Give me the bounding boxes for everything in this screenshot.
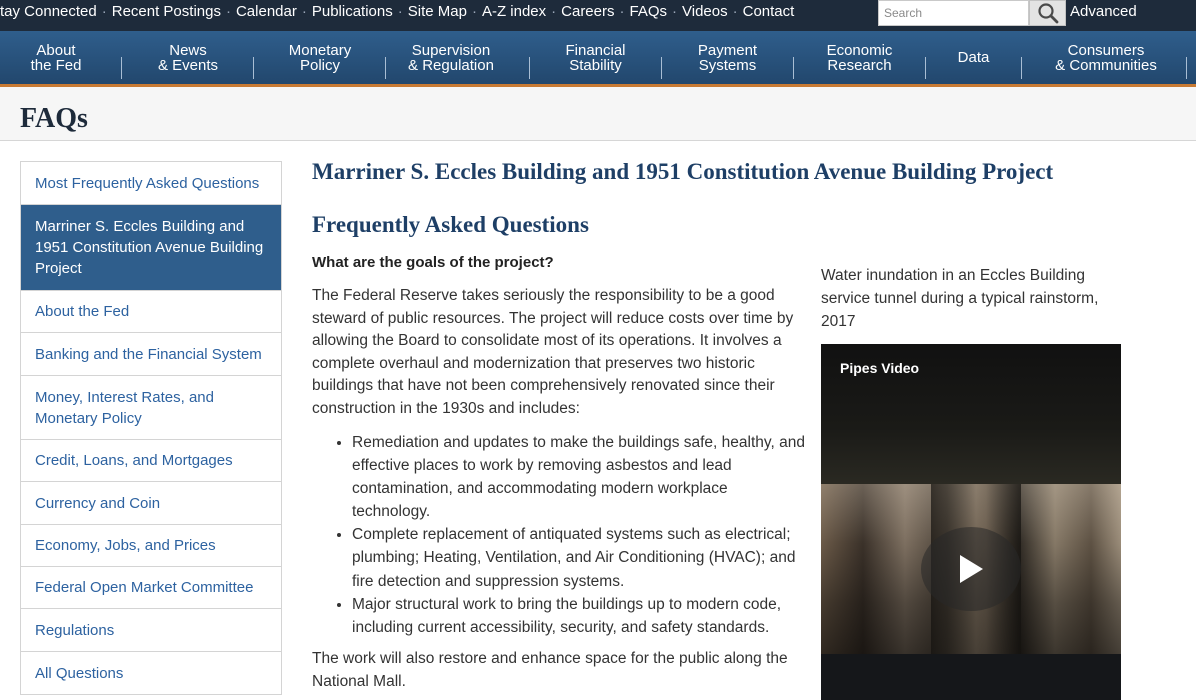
nav-label-line1: Supervision [411,41,491,59]
sidebar-item-currency-and-coin[interactable]: Currency and Coin [21,482,281,525]
nav-label-line1: Financial [565,41,626,59]
utility-link-a-z-index[interactable]: A-Z index [481,2,547,20]
nav-label-line1: About [36,41,76,59]
page-title-band [0,87,1196,141]
sidebar-item-fomc[interactable]: Federal Open Market Committee [21,567,281,609]
nav-label-line2: & Regulation [408,56,494,74]
nav-item-payment-systems[interactable] [662,31,793,84]
utility-separator: · [619,2,625,20]
sidebar-item-banking-financial-system[interactable]: Banking and the Financial System [21,333,281,376]
utility-separator: · [397,2,403,20]
nav-label-line2: Stability [569,56,622,74]
section-title: Frequently Asked Questions [312,212,589,237]
nav-label-line1: Monetary [288,41,352,59]
sidebar-item-all-questions[interactable]: All Questions [21,652,281,695]
sidebar-item-economy-jobs-prices[interactable]: Economy, Jobs, and Prices [21,525,281,567]
utility-link-careers[interactable]: Careers [561,2,615,20]
utility-link-recent-postings[interactable]: Recent Postings [111,2,221,20]
utility-bar [0,0,1196,31]
sidebar-item-about-the-fed[interactable]: About the Fed [21,291,281,333]
sidebar-item-most-frequently-asked[interactable]: Most Frequently Asked Questions [21,162,281,205]
nav-label-line1: Data [957,49,990,66]
sidebar-nav [20,161,282,695]
sidebar-item-regulations[interactable]: Regulations [21,609,281,652]
utility-separator: · [301,2,307,20]
nav-label-line2: & Communities [1055,56,1157,74]
nav-label-line1: Consumers [1067,41,1145,59]
utility-links [0,0,794,22]
play-button[interactable] [921,527,1021,611]
nav-label-line2: Systems [698,56,757,74]
utility-separator: · [672,2,678,20]
nav-label-line1: Economic [826,41,893,59]
article-paragraph: The Federal Reserve takes seriously the responsibility to be a good steward of public resources. The project will reduce costs over time by allowing the Board to consolidate most of its operations. It involves a complete overhaul and modernization that preserves two historic buildings that have not been comprehensively renovated since their construction in the 1930s and includes: [312,287,794,417]
utility-separator: · [471,2,477,20]
nav-label-line1: Payment [697,41,758,59]
nav-item-monetary-policy[interactable] [254,31,386,84]
utility-link-videos[interactable]: Videos [682,2,728,20]
video-caption: Water inundation in an Eccles Building service tunnel during a typical rainstorm, 2017 [821,267,1099,330]
video-bottom-area [821,654,1121,700]
utility-link-calendar[interactable]: Calendar [235,2,297,20]
nav-label-line2: the Fed [30,56,82,74]
utility-link-site-map[interactable]: Site Map [407,2,467,20]
sidebar-item-credit-loans-mortgages[interactable]: Credit, Loans, and Mortgages [21,440,281,482]
nav-item-financial-stability[interactable] [530,31,661,84]
nav-item-economic-research[interactable] [794,31,925,84]
main-nav [0,31,1196,84]
advanced-search-link[interactable]: Advanced [1070,3,1137,20]
nav-label-line2: Policy [299,56,340,74]
article-paragraph: The work will also restore and enhance space for the public along the National Mall. [312,650,788,690]
sidebar-item-money-interest-rates[interactable]: Money, Interest Rates, and Monetary Policy [21,376,281,440]
utility-link-stay-connected[interactable]: tay Connected [0,2,97,20]
nav-item-data[interactable] [926,31,1021,84]
nav-label-line1: News [169,41,207,59]
utility-link-publications[interactable]: Publications [311,2,393,20]
goals-list [332,431,810,639]
utility-separator: · [101,2,107,20]
nav-label-line2: & Events [157,56,219,74]
list-item: • Remediation and updates to make the buildings safe, healthy, and effective places to work by removing asbestos and lead contamination, and accommodating modern workplace technology. [352,431,810,523]
nav-item-news-events[interactable] [122,31,254,84]
nav-item-about-the-fed[interactable] [0,31,112,84]
utility-link-faqs[interactable]: FAQs [629,2,668,20]
play-icon [956,552,986,586]
article-title: Marriner S. Eccles Building and 1951 Constitution Avenue Building Project [312,159,1054,184]
utility-separator: · [551,2,557,20]
nav-item-supervision-regulation[interactable] [386,31,516,84]
nav-label-line2: Research [827,56,892,74]
nav-divider [1186,57,1187,79]
question-heading: What are the goals of the project? [312,254,554,271]
nav-item-consumers-communities[interactable] [1022,31,1190,84]
utility-separator: · [225,2,231,20]
video-player[interactable] [821,344,1121,700]
search-input[interactable] [879,1,1028,25]
search-button[interactable] [1029,0,1066,26]
list-item: • Major structural work to bring the buildings up to modern code, including current accessibility, security, and safety standards. [352,593,810,639]
sidebar-item-eccles-building-project[interactable]: Marriner S. Eccles Building and 1951 Constitution Avenue Building Project [21,205,281,291]
utility-link-contact[interactable]: Contact [742,2,795,20]
utility-separator: · [732,2,738,20]
search-icon [1037,2,1059,24]
list-item: • Complete replacement of antiquated systems such as electrical; plumbing; Heating, Ventilation, and Air Conditioning (HVAC); and fire detection and suppression systems. [352,523,810,592]
search-box [878,0,1029,26]
page-title: FAQs [20,103,88,134]
video-title: Pipes Video [840,360,920,376]
